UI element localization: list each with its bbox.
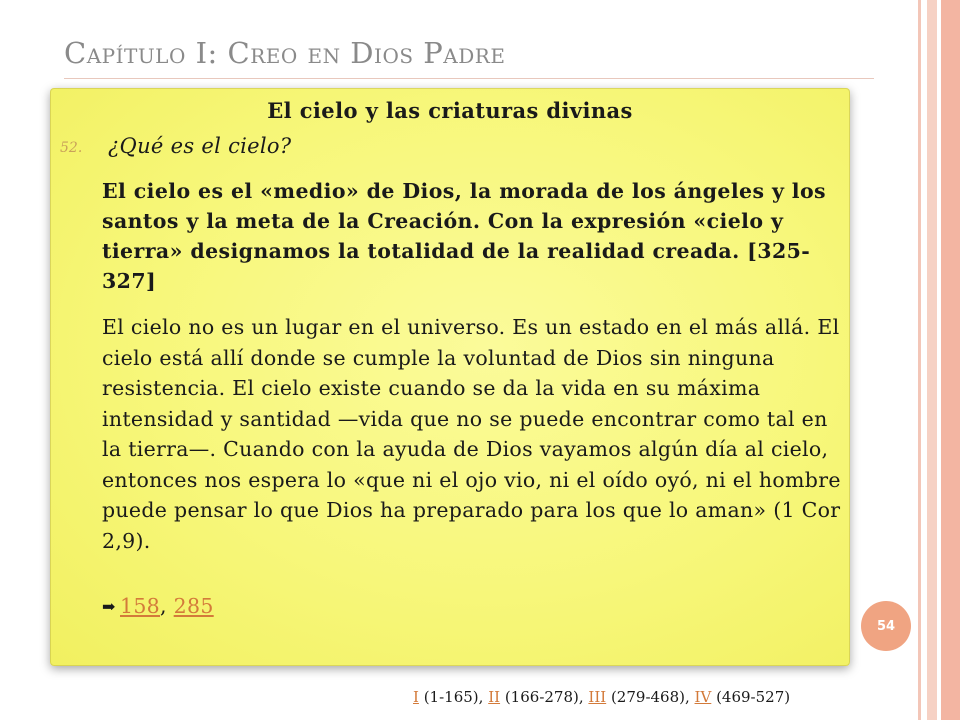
page-number-badge: 54 bbox=[861, 601, 911, 651]
answer-text: El cielo es el «medio» de Dios, la morada de los ángeles y los santos y la meta de la Creación. Con la expresión «cielo y tierra» designamos la totalidad de la realidad creada. [325-327] bbox=[102, 179, 826, 293]
section-range-iii: (279-468), bbox=[606, 688, 695, 706]
card-heading: El cielo y las criaturas divinas bbox=[267, 98, 633, 123]
section-range-i: (1-165), bbox=[418, 688, 489, 706]
reference-links bbox=[102, 594, 214, 618]
title-divider bbox=[64, 78, 874, 79]
section-link-i[interactable]: I bbox=[413, 688, 419, 706]
section-range-iv: (469-527) bbox=[711, 688, 791, 706]
section-link-iv[interactable]: IV bbox=[694, 688, 712, 706]
decor-stripe-thin bbox=[918, 0, 921, 720]
ref-separator: , bbox=[160, 594, 174, 618]
section-range-ii: (166-278), bbox=[500, 688, 589, 706]
section-index-footer bbox=[413, 688, 790, 706]
section-link-ii[interactable]: II bbox=[488, 688, 501, 706]
content-card bbox=[50, 88, 850, 666]
question-number: 52. bbox=[60, 140, 83, 156]
decor-stripe-mid bbox=[927, 0, 937, 720]
question-text: ¿Qué es el cielo? bbox=[108, 134, 292, 158]
section-link-iii[interactable]: III bbox=[588, 688, 607, 706]
ref-link-285[interactable]: 285 bbox=[173, 594, 214, 618]
slide-title: Capítulo I: Creo en Dios Padre bbox=[64, 36, 506, 70]
decor-stripe-wide bbox=[941, 0, 960, 720]
explanation-text: El cielo no es un lugar en el universo. Es un estado en el más allá. El cielo está allí donde se cumple la voluntad de Dios sin ninguna resistencia. El cielo existe cuando se da la vida en su máxima intensidad y santidad —vida que no se puede encontrar como tal en la tierra—. Cuando con la ayuda de Dios vayamos algún día al cielo, entonces nos espera lo «que ni el ojo vio, ni el oído oyó, ni el hombre puede pensar lo que Dios ha preparado para los que lo aman» (1 Cor 2,9). bbox=[102, 315, 841, 553]
arrow-right-icon: ➡ bbox=[102, 597, 116, 616]
ref-link-158[interactable]: 158 bbox=[120, 594, 161, 618]
